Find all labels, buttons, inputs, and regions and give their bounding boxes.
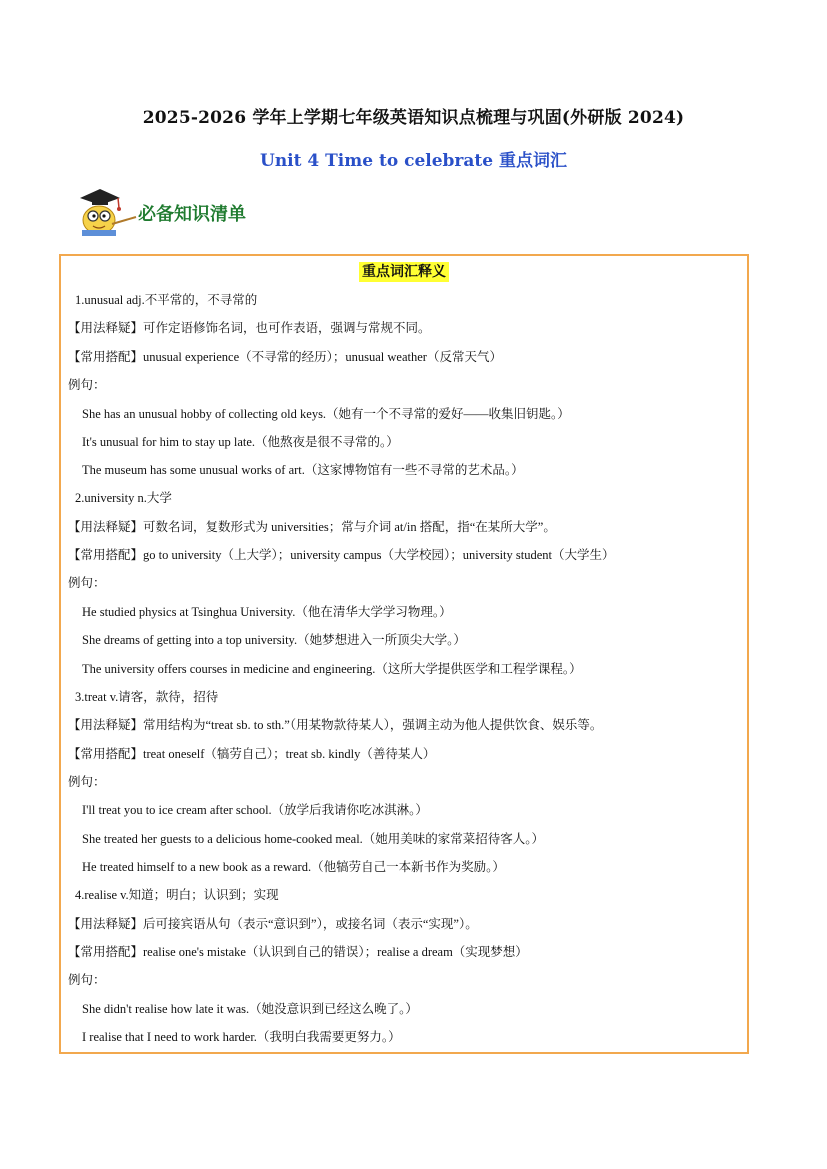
examples-label: 例句： <box>68 775 106 789</box>
example-sentence: I realise that I need to work harder.（我明白我需要更努力。） <box>82 1030 401 1044</box>
usage-note: 【用法释疑】可作定语修饰名词，也可作表语，强调与常规不同。 <box>68 321 431 335</box>
example-sentence: She treated her guests to a delicious home-cooked meal.（她用美味的家常菜招待客人。） <box>82 832 545 846</box>
unit-subtitle: Unit 4 Time to celebrate 重点词汇 <box>260 151 567 171</box>
usage-note: 【用法释疑】常用结构为“treat sb. to sth.”（用某物款待某人），强调主动为他人提供饮食、娱乐等。 <box>68 718 603 732</box>
collocation-note: 【常用搭配】unusual experience（不寻常的经历）；unusual weather（反常天气） <box>68 350 502 364</box>
example-sentence: She didn't realise how late it was.（她没意识到已经这么晚了。） <box>82 1002 418 1016</box>
section-title: 必备知识清单 <box>138 204 246 225</box>
collocation-note: 【常用搭配】treat oneself（犒劳自己）；treat sb. kindly（善待某人） <box>68 747 436 761</box>
examples-label: 例句： <box>68 576 106 590</box>
example-sentence: He treated himself to a new book as a reward.（他犒劳自己一本新书作为奖励。） <box>82 860 505 874</box>
usage-note: 【用法释疑】后可接宾语从句（表示“意识到”），或接名词（表示“实现”）。 <box>68 917 478 931</box>
example-sentence: The museum has some unusual works of art.（这家博物馆有一些不寻常的艺术品。） <box>82 463 524 477</box>
vocabulary-box <box>59 254 749 1054</box>
usage-note: 【用法释疑】可数名词，复数形式为 universities；常与介词 at/in 搭配，指“在某所大学”。 <box>68 520 556 534</box>
example-sentence: It's unusual for him to stay up late.（他熬夜是很不寻常的。） <box>82 435 399 449</box>
collocation-note: 【常用搭配】go to university（上大学）；university campus（大学校园）；university student（大学生） <box>68 548 615 562</box>
example-sentence: The university offers courses in medicine and engineering.（这所大学提供医学和工程学课程。） <box>82 662 582 676</box>
example-sentence: She has an unusual hobby of collecting old keys.（她有一个不寻常的爱好——收集旧钥匙。） <box>82 407 570 421</box>
example-sentence: He studied physics at Tsinghua University.（他在清华大学学习物理。） <box>82 605 452 619</box>
box-title: 重点词汇释义 <box>359 262 449 282</box>
example-sentence: She dreams of getting into a top university.（她梦想进入一所顶尖大学。） <box>82 633 466 647</box>
collocation-note: 【常用搭配】realise one's mistake（认识到自己的错误）；realise a dream（实现梦想） <box>68 945 528 959</box>
examples-label: 例句： <box>68 973 106 987</box>
example-sentence: I'll treat you to ice cream after school.（放学后我请你吃冰淇淋。） <box>82 803 428 817</box>
examples-label: 例句： <box>68 378 106 392</box>
entry-headword: 2.university n.大学 <box>75 491 172 505</box>
entry-headword: 4.realise v.知道；明白；认识到；实现 <box>75 888 279 902</box>
document-title: 2025-2026 学年上学期七年级英语知识点梳理与巩固(外研版 2024) <box>142 108 685 128</box>
entry-headword: 1.unusual adj.不平常的，不寻常的 <box>75 293 258 307</box>
scholar-mascot-icon <box>74 184 138 238</box>
entry-headword: 3.treat v.请客，款待，招待 <box>75 690 219 704</box>
